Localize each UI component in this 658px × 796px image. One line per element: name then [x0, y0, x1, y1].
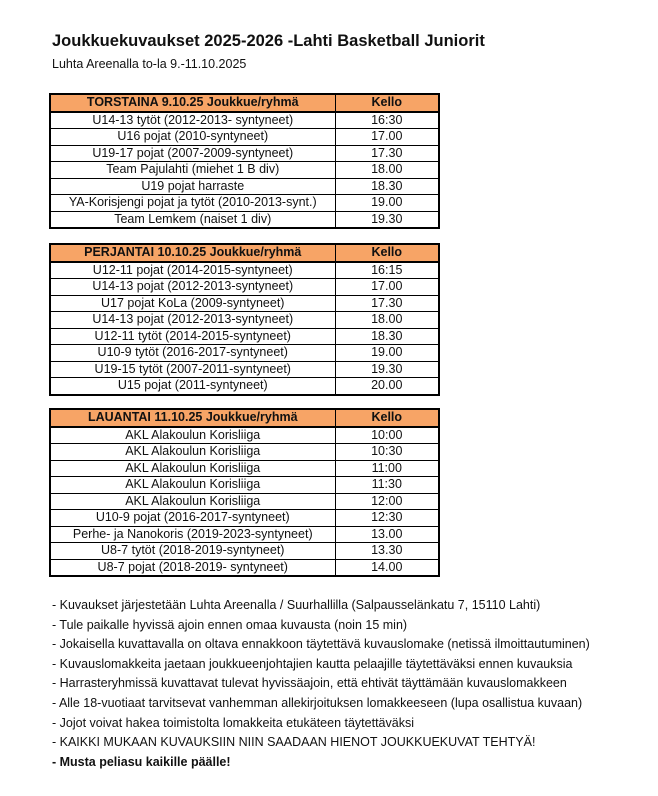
time-cell: 19.00	[335, 345, 439, 362]
note-item: - Harrasteryhmissä kuvattavat tulevat hyvissäajoin, että ehtivät täyttämään kuvauslomakkeen	[52, 676, 567, 691]
table-row	[50, 129, 439, 146]
time-header: Kello	[335, 244, 439, 262]
table-header-row	[50, 409, 439, 427]
time-cell: 19.30	[335, 361, 439, 378]
group-cell: AKL Alakoulun Korisliiga	[50, 460, 335, 477]
table-row	[50, 510, 439, 527]
schedule-table-saturday	[49, 408, 440, 577]
table-row	[50, 262, 439, 279]
table-row	[50, 444, 439, 461]
group-cell: AKL Alakoulun Korisliiga	[50, 493, 335, 510]
group-cell: U8-7 pojat (2018-2019- syntyneet)	[50, 559, 335, 576]
table-row	[50, 145, 439, 162]
group-cell: Perhe- ja Nanokoris (2019-2023-syntyneet)	[50, 526, 335, 543]
table-row	[50, 345, 439, 362]
time-cell: 10:30	[335, 444, 439, 461]
group-cell: U14-13 pojat (2012-2013-syntyneet)	[50, 279, 335, 296]
group-cell: U12-11 pojat (2014-2015-syntyneet)	[50, 262, 335, 279]
group-cell: U10-9 pojat (2016-2017-syntyneet)	[50, 510, 335, 527]
time-cell: 11:30	[335, 477, 439, 494]
table-row	[50, 178, 439, 195]
time-cell: 19.30	[335, 211, 439, 228]
time-cell: 11:00	[335, 460, 439, 477]
time-cell: 18.30	[335, 178, 439, 195]
group-cell: Team Lemkem (naiset 1 div)	[50, 211, 335, 228]
table-header-row	[50, 244, 439, 262]
time-cell: 18.30	[335, 328, 439, 345]
note-item: - Tule paikalle hyvissä ajoin ennen omaa kuvausta (noin 15 min)	[52, 617, 408, 632]
time-cell: 13.30	[335, 543, 439, 560]
table-row	[50, 279, 439, 296]
time-cell: 12:00	[335, 493, 439, 510]
table-row	[50, 378, 439, 395]
table-header-row	[50, 94, 439, 112]
table-row	[50, 328, 439, 345]
table-row	[50, 427, 439, 444]
group-cell: U19 pojat harraste	[50, 178, 335, 195]
table-row	[50, 493, 439, 510]
group-cell: AKL Alakoulun Korisliiga	[50, 427, 335, 444]
table-row	[50, 526, 439, 543]
time-cell: 14.00	[335, 559, 439, 576]
time-header: Kello	[335, 94, 439, 112]
group-cell: YA-Korisjengi pojat ja tytöt (2010-2013-synt.)	[50, 195, 335, 212]
note-item: - Kuvauslomakkeita jaetaan joukkueenjohtajien kautta pelaajille täytettäväksi ennen kuvauksia	[52, 656, 573, 671]
group-cell: AKL Alakoulun Korisliiga	[50, 477, 335, 494]
group-cell: U8-7 tytöt (2018-2019-syntyneet)	[50, 543, 335, 560]
note-item: - Alle 18-vuotiaat tarvitsevat vanhemman allekirjoituksen lomakkeeseen (lupa osallistua kuvaan)	[52, 695, 583, 710]
time-cell: 18.00	[335, 162, 439, 179]
time-cell: 20.00	[335, 378, 439, 395]
note-item: - Jojot voivat hakea toimistolta lomakkeita etukäteen täytettäväksi	[52, 715, 414, 730]
group-cell: U14-13 tytöt (2012-2013- syntyneet)	[50, 112, 335, 129]
group-cell: U19-15 tytöt (2007-2011-syntyneet)	[50, 361, 335, 378]
group-cell: AKL Alakoulun Korisliiga	[50, 444, 335, 461]
table-row	[50, 211, 439, 228]
note-item: - Kuvaukset järjestetään Luhta Areenalla / Suurhallilla (Salpausselänkatu 7, 15110 Lahti)	[52, 598, 541, 612]
time-cell: 17.00	[335, 129, 439, 146]
time-cell: 10:00	[335, 427, 439, 444]
table-row	[50, 559, 439, 576]
time-cell: 16:30	[335, 112, 439, 129]
day-header: LAUANTAI 11.10.25 Joukkue/ryhmä	[50, 409, 335, 427]
note-item: - Jokaisella kuvattavalla on oltava ennakkoon täytettävä kuvauslomake (netissä ilmoittautuminen)	[52, 637, 590, 652]
time-cell: 17.00	[335, 279, 439, 296]
time-header: Kello	[335, 409, 439, 427]
group-cell: U17 pojat KoLa (2009-syntyneet)	[50, 295, 335, 312]
table-row	[50, 543, 439, 560]
schedule-table-thursday	[49, 93, 440, 229]
time-cell: 16:15	[335, 262, 439, 279]
table-row	[50, 195, 439, 212]
notes-list	[52, 596, 652, 772]
time-cell: 17.30	[335, 295, 439, 312]
table-row	[50, 312, 439, 329]
time-cell: 12:30	[335, 510, 439, 527]
group-cell: U19-17 pojat (2007-2009-syntyneet)	[50, 145, 335, 162]
note-item-bold: - Musta peliasu kaikille päälle!	[52, 754, 231, 769]
page-title: Joukkuekuvaukset 2025-2026 -Lahti Basketball Juniorit	[52, 32, 485, 50]
day-header: TORSTAINA 9.10.25 Joukkue/ryhmä	[50, 94, 335, 112]
table-row	[50, 162, 439, 179]
table-row	[50, 361, 439, 378]
table-row	[50, 112, 439, 129]
time-cell: 17.30	[335, 145, 439, 162]
group-cell: Team Pajulahti (miehet 1 B div)	[50, 162, 335, 179]
table-row	[50, 460, 439, 477]
time-cell: 13.00	[335, 526, 439, 543]
time-cell: 19.00	[335, 195, 439, 212]
note-item: - KAIKKI MUKAAN KUVAUKSIIN NIIN SAADAAN HIENOT JOUKKUEKUVAT TEHTYÄ!	[52, 735, 536, 750]
group-cell: U10-9 tytöt (2016-2017-syntyneet)	[50, 345, 335, 362]
schedule-table-friday	[49, 243, 440, 396]
group-cell: U14-13 pojat (2012-2013-syntyneet)	[50, 312, 335, 329]
table-row	[50, 477, 439, 494]
page-subtitle: Luhta Areenalla to-la 9.-11.10.2025	[52, 57, 247, 71]
time-cell: 18.00	[335, 312, 439, 329]
group-cell: U16 pojat (2010-syntyneet)	[50, 129, 335, 146]
table-row	[50, 295, 439, 312]
group-cell: U15 pojat (2011-syntyneet)	[50, 378, 335, 395]
day-header: PERJANTAI 10.10.25 Joukkue/ryhmä	[50, 244, 335, 262]
group-cell: U12-11 tytöt (2014-2015-syntyneet)	[50, 328, 335, 345]
